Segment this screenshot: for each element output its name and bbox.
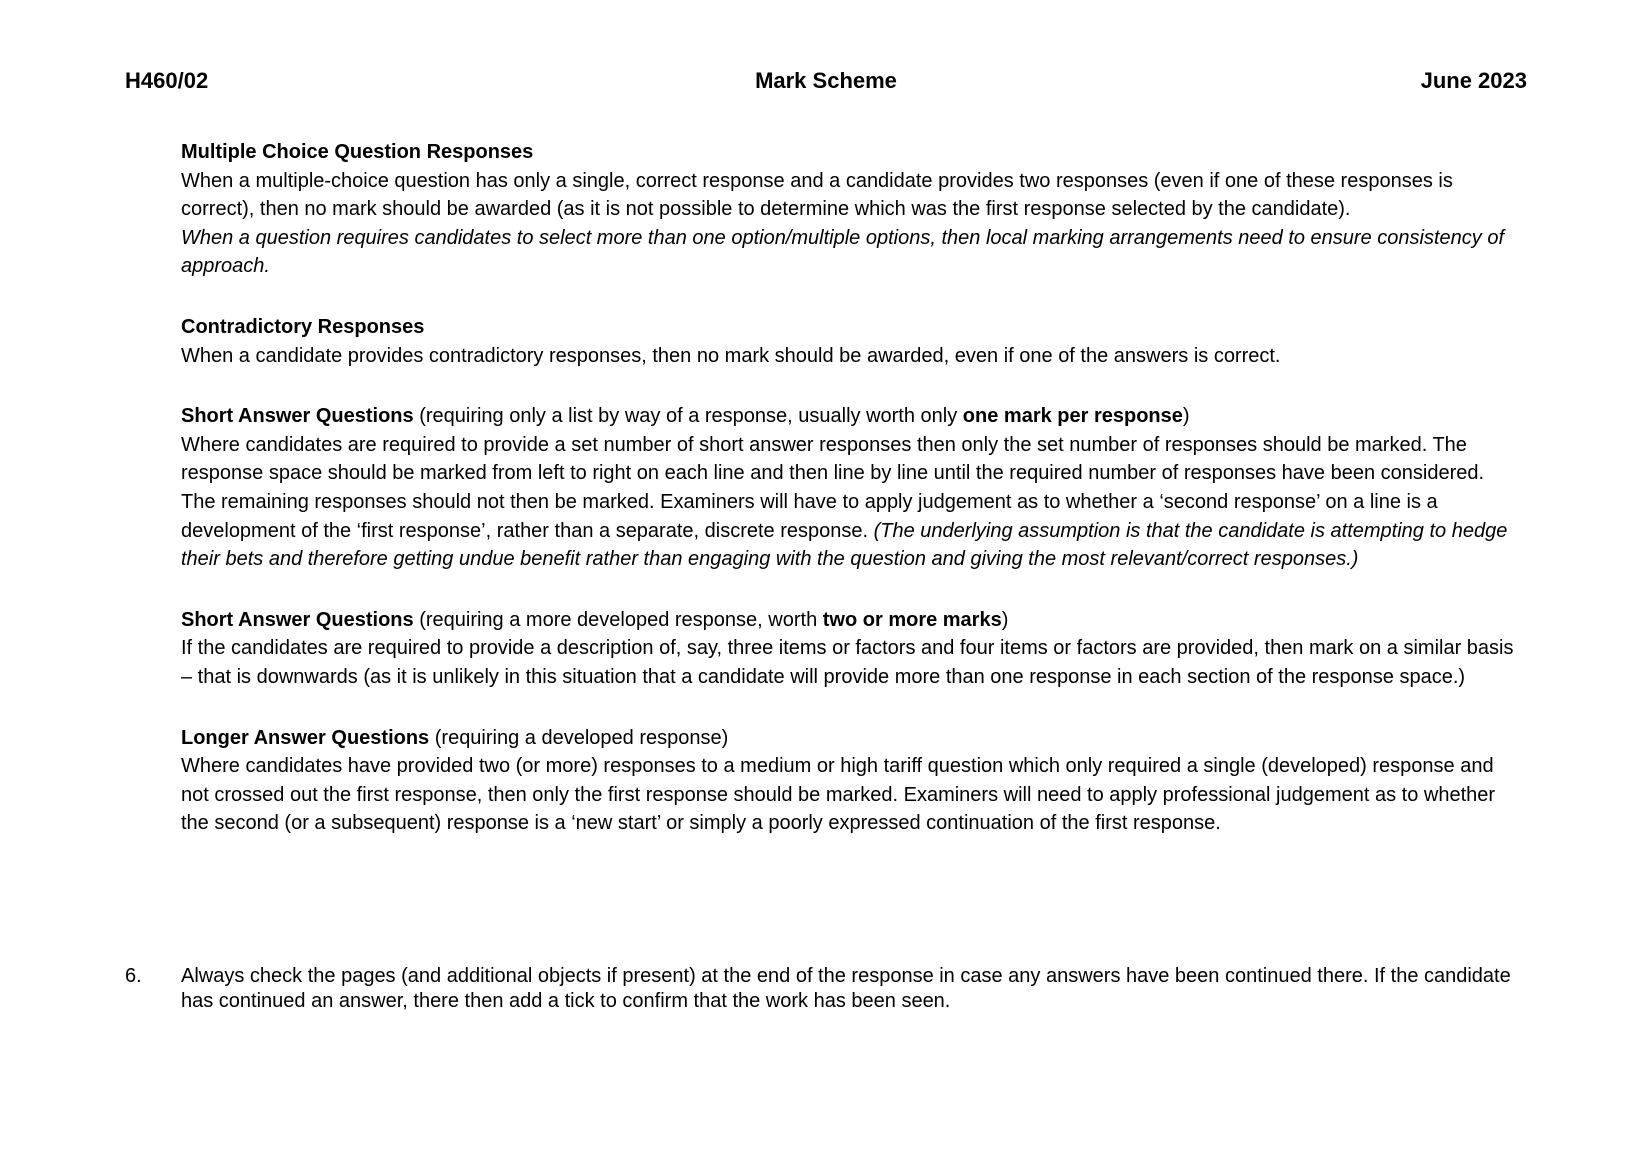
section-italic-note: When a question requires candidates to select more than one option/multiple options, then local marking arrangements need to ensure consistency of approach. [181, 226, 1504, 278]
section-contradictory [181, 313, 1521, 370]
heading-qualifier: (requiring only a list by way of a response, usually worth only [413, 405, 963, 428]
section-heading: Longer Answer Questions [181, 726, 430, 749]
page-header [125, 68, 1527, 98]
section-heading: Short Answer Questions [181, 608, 414, 631]
heading-qualifier-close: ) [1001, 608, 1009, 631]
section-text: When a candidate provides contradictory responses, then no mark should be awarded, even if one of the answers is correct. [181, 344, 1281, 367]
section-heading-line [181, 724, 1521, 753]
heading-qualifier-close: ) [1182, 405, 1190, 428]
item-number: 6. [125, 965, 142, 987]
section-text: If the candidates are required to provide a description of, say, three items or factors and four items or factors are provided, then mark on a similar basis – that is downwards (as it is unlikely in this situation that a candidate will provide more than one response in each section of the response space.) [181, 637, 1514, 688]
section-heading: Contradictory Responses [181, 315, 425, 338]
numbered-item-6 [125, 964, 1521, 1013]
section-text: Where candidates are required to provide a set number of short answer responses then only the set number of responses should be marked. The response space should be marked from left to right on each line and then line by line until the required number of responses have been considered. The remaining responses should not then be marked. Examiners will have to apply judgement as to whether a ‘second response’ on a line is a development of the ‘first response’, rather than a separate, discrete response. [181, 433, 1485, 542]
section-short-answer-developed [181, 606, 1521, 692]
heading-qualifier-bold: one mark per response [962, 405, 1183, 428]
section-text: Where candidates have provided two (or more) responses to a medium or high tariff question which only required a single (developed) response and not crossed out the first response, then only the first response should be marked. Examiners will need to apply professional judgement as to whether the second (or a subsequent) response is a ‘new start’ or simply a poorly expressed continuation of the first response. [181, 755, 1496, 835]
exam-date: June 2023 [1420, 68, 1527, 93]
section-heading-line [181, 402, 1521, 431]
paper-code: H460/02 [125, 68, 209, 93]
heading-qualifier: (requiring a more developed response, worth [413, 608, 823, 631]
document-title: Mark Scheme [755, 68, 897, 93]
heading-qualifier: (requiring a developed response) [429, 726, 729, 749]
section-heading: Short Answer Questions [181, 405, 414, 428]
section-mcq [181, 138, 1521, 281]
section-short-answer-list [181, 402, 1521, 574]
section-longer-answer [181, 724, 1521, 838]
section-text: When a multiple-choice question has only a single, correct response and a candidate provides two responses (even if one of these responses is correct), then no mark should be awarded (as it is not possible to determine which was the first response selected by the candidate). [181, 169, 1453, 221]
section-heading: Multiple Choice Question Responses [181, 141, 534, 163]
item-text: Always check the pages (and additional objects if present) at the end of the response in case any answers have been continued there. If the candidate has continued an answer, there then add a tick to confirm that the work has been seen. [181, 965, 1511, 1012]
section-paragraph [181, 431, 1521, 574]
document-body [181, 138, 1521, 870]
heading-qualifier-bold: two or more marks [822, 608, 1002, 631]
section-italic-note: (The underlying assumption is that the candidate is attempting to hedge their bets and therefore getting undue benefit rather than engaging with the question and giving the most relevant/correct responses.) [181, 519, 1508, 571]
section-heading-line [181, 606, 1521, 635]
